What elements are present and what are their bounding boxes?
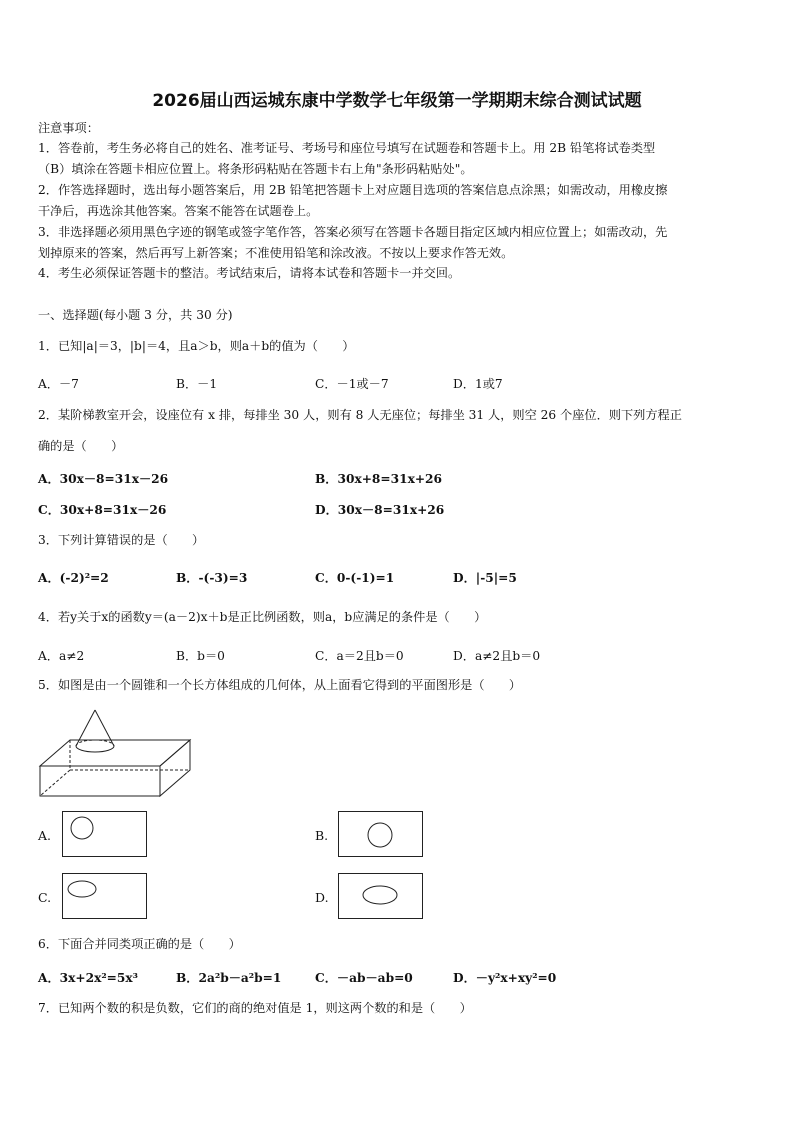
q5-option-a-figure[interactable] (62, 811, 147, 857)
q6-option-a[interactable]: A．3x+2x²=5x³ (38, 971, 138, 985)
notice-line: 干净后，再选涂其他答案。答案不能答在试题卷上。 (38, 204, 319, 218)
q5-option-b-label[interactable]: B. (315, 828, 329, 843)
q5-option-a-label[interactable]: A. (38, 828, 52, 843)
q6-option-d[interactable]: D．－y²x+xy²=0 (453, 971, 557, 985)
question-7-stem: 7．已知两个数的积是负数，它们的商的绝对值是 1，则这两个数的和是（ ） (38, 1001, 472, 1015)
q1-option-a[interactable]: A．－7 (38, 377, 79, 391)
q5-option-d-figure[interactable] (338, 873, 423, 919)
q4-option-b[interactable]: B．b＝0 (176, 649, 225, 663)
notice-line: 3．非选择题必须用黑色字迹的钢笔或签字笔作答，答案必须写在答题卡各题目指定区域内相应位置上；如需改动，先 (38, 225, 668, 239)
question-6-stem: 6．下面合并同类项正确的是（ ） (38, 937, 241, 951)
q1-option-d[interactable]: D．1或7 (453, 377, 503, 391)
q3-option-b[interactable]: B．-(-3)=3 (176, 571, 248, 585)
q2-option-d[interactable]: D．30x－8=31x+26 (315, 503, 445, 517)
notice-line: 4．考生必须保证答题卡的整洁。考试结束后，请将本试卷和答题卡一并交回。 (38, 266, 461, 280)
q3-option-c[interactable]: C．0-(-1)=1 (315, 571, 395, 585)
notice-line: 划掉原来的答案，然后再写上新答案；不准使用铅笔和涂改液。不按以上要求作答无效。 (38, 246, 514, 260)
q5-option-b-figure[interactable] (338, 811, 423, 857)
question-5-stem: 5．如图是由一个圆锥和一个长方体组成的几何体，从上面看它得到的平面图形是（ ） (38, 678, 522, 692)
q1-option-b[interactable]: B．－1 (176, 377, 218, 391)
section-heading: 一、选择题(每小题 3 分，共 30 分) (38, 308, 233, 322)
q6-option-b[interactable]: B．2a²b－a²b=1 (176, 971, 282, 985)
cone-box-figure (38, 706, 194, 798)
q5-option-d-label[interactable]: D. (315, 890, 329, 905)
question-3-stem: 3．下列计算错误的是（ ） (38, 533, 205, 547)
question-4-stem: 4．若y关于x的函数y＝(a－2)x＋b是正比例函数，则a，b应满足的条件是（ ） (38, 610, 487, 624)
q6-option-c[interactable]: C．－ab－ab=0 (315, 971, 413, 985)
question-2-stem: 2．某阶梯教室开会，设座位有 x 排，每排坐 30 人，则有 8 人无座位；每排坐 31 人，则空 26 个座位．则下列方程正 (38, 408, 682, 422)
q5-option-c-label[interactable]: C. (38, 890, 52, 905)
q2-option-b[interactable]: B．30x+8=31x+26 (315, 472, 443, 486)
page-title: 2026届山西运城东康中学数学七年级第一学期期末综合测试试题 (152, 91, 642, 111)
notice-line: （B）填涂在答题卡相应位置上。将条形码粘贴在答题卡右上角"条形码粘贴处"。 (38, 162, 473, 176)
q3-option-d[interactable]: D．|-5|=5 (453, 571, 517, 585)
q3-option-a[interactable]: A．(-2)²=2 (38, 571, 109, 585)
question-2-stem-cont: 确的是（ ） (38, 439, 124, 453)
notice-line: 1．答卷前，考生务必将自己的姓名、准考证号、考场号和座位号填写在试题卷和答题卡上。用 2B 铅笔将试卷类型 (38, 141, 656, 155)
q4-option-a[interactable]: A．a≠2 (38, 649, 85, 663)
notice-heading: 注意事项： (38, 121, 99, 135)
question-1-stem: 1．已知|a|＝3，|b|＝4，且a＞b，则a＋b的值为（ ） (38, 339, 355, 353)
q4-option-d[interactable]: D．a≠2且b＝0 (453, 649, 541, 663)
notice-line: 2．作答选择题时，选出每小题答案后，用 2B 铅笔把答题卡上对应题目选项的答案信息点涂黑；如需改动，用橡皮擦 (38, 183, 668, 197)
q4-option-c[interactable]: C．a＝2且b＝0 (315, 649, 404, 663)
q2-option-a[interactable]: A．30x－8=31x－26 (38, 472, 169, 486)
q1-option-c[interactable]: C．－1或－7 (315, 377, 389, 391)
q2-option-c[interactable]: C．30x+8=31x－26 (38, 503, 167, 517)
q5-option-c-figure[interactable] (62, 873, 147, 919)
